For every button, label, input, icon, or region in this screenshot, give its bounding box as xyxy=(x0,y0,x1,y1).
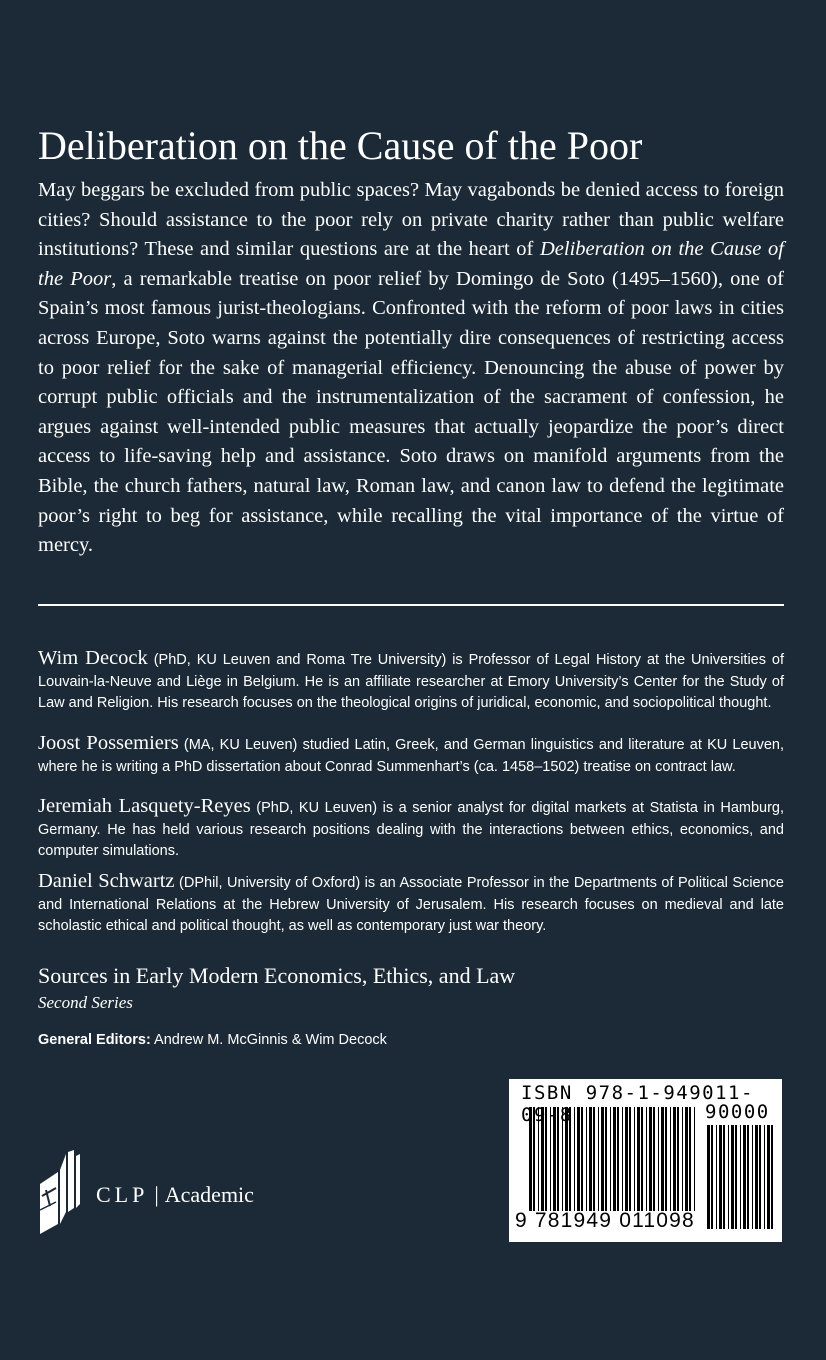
author-name: Daniel Schwartz xyxy=(38,870,175,892)
author-bio-possemiers xyxy=(38,733,784,778)
book-title: Deliberation on the Cause of the Poor xyxy=(38,123,643,168)
publisher-name: CLP | Academic xyxy=(96,1182,254,1207)
barcode-bar xyxy=(711,1125,713,1229)
author-bio-text: (PhD, KU Leuven) is a senior analyst for digital markets at Statista in Hamburg, Germany. He has held various research positions dealing with the interactions between ethics, economics, and computer simulations. xyxy=(38,800,785,860)
barcode-bar xyxy=(764,1125,765,1229)
publisher-imprint: Academic xyxy=(164,1182,254,1207)
barcode-bar xyxy=(716,1125,717,1229)
author-bio-text: (MA, KU Leuven) studied Latin, Greek, and German linguistics and literature at KU Leuven, where he is writing a PhD dissertation about Conrad Summenhart’s (ca. 1458–1502) treatise on contract law. xyxy=(38,737,784,775)
barcode-bar xyxy=(767,1125,770,1229)
barcode-bar xyxy=(707,1125,710,1229)
author-bio-text: (DPhil, University of Oxford) is an Associate Professor in the Departments of Political Science and International Relations at the Hebrew University of Jerusalem. His research focuses on medieval and late scholastic ethical and political thought, as well as contemporary just war theory. xyxy=(38,875,784,935)
author-name: Jeremiah Lasquety-Reyes xyxy=(38,795,251,817)
author-bio-decock xyxy=(38,648,784,715)
general-editors xyxy=(38,1030,387,1050)
publisher-mark: CLP xyxy=(96,1182,149,1207)
barcode-bar xyxy=(755,1125,758,1229)
barcode-bar xyxy=(771,1125,773,1229)
barcode-bar xyxy=(743,1125,746,1229)
barcode-bar xyxy=(735,1125,737,1229)
section-divider xyxy=(38,604,784,606)
barcode-bar xyxy=(747,1125,749,1229)
barcode-bar xyxy=(759,1125,761,1229)
general-editors-label: General Editors: xyxy=(38,1032,151,1048)
ean-number: 9 781949 011098 xyxy=(515,1209,695,1232)
isbn-text: ISBN 978-1-949011-09-8 xyxy=(521,1082,754,1126)
author-name: Joost Possemiers xyxy=(38,732,179,754)
barcode-bar xyxy=(731,1125,734,1229)
isbn-barcode xyxy=(509,1079,782,1242)
general-editors-names: Andrew M. McGinnis & Wim Decock xyxy=(150,1032,387,1048)
barcode-bar xyxy=(740,1125,741,1229)
author-bio-text: (PhD, KU Leuven and Roma Tre University) is Professor of Legal History at the Universities of Louvain-la-Neuve and Liège in Belgium. He is an affiliate researcher at Emory University’s Center for the Study of Law and Religion. His research focuses on the theological origins of juridical, economic, and sociopolitical thought. xyxy=(38,652,784,712)
description-book-title: Deliberation on the Cause of the Poor xyxy=(38,238,784,290)
series-name: Sources in Early Modern Economics, Ethics, and Law xyxy=(38,963,516,988)
author-bio-lasquety-reyes xyxy=(38,796,784,863)
publisher-book-icon xyxy=(36,1150,96,1236)
barcode-bar xyxy=(728,1125,729,1229)
barcode-bar xyxy=(752,1125,753,1229)
author-name: Wim Decock xyxy=(38,647,148,669)
price-code: 90000 xyxy=(705,1101,770,1123)
author-bio-schwartz xyxy=(38,871,784,938)
barcode-bar xyxy=(723,1125,725,1229)
series-subtitle: Second Series xyxy=(38,993,133,1012)
description-part-2: , a remarkable treatise on poor relief by Domingo de Soto (1495–1560), one of Spain’s most famous jurist-theologians. Confronted with the reform of poor laws in cities across Europe, Soto warns against the potentially dire consequences of restricting access to poor relief for the sake of managerial efficiency. Denouncing the abuse of power by corrupt public officials and the instrumentalization of the sacrament of confession, he argues against well-intended public measures that actually jeopardize the poor’s direct access to life-saving help and assistance. Soto draws on manifold arguments from the Bible, the church fathers, natural law, Roman law, and canon law to defend the legitimate poor’s right to beg for assistance, while recalling the vital importance of the virtue of mercy. xyxy=(38,267,784,557)
barcode-bar xyxy=(719,1125,722,1229)
description-part-1: May beggars be excluded from public spaces? May vagabonds be denied access to foreign cities? Should assistance to the poor rely on private charity rather than public welfare institutions? These and similar questions are at the heart of xyxy=(38,179,784,261)
book-description xyxy=(38,176,784,561)
